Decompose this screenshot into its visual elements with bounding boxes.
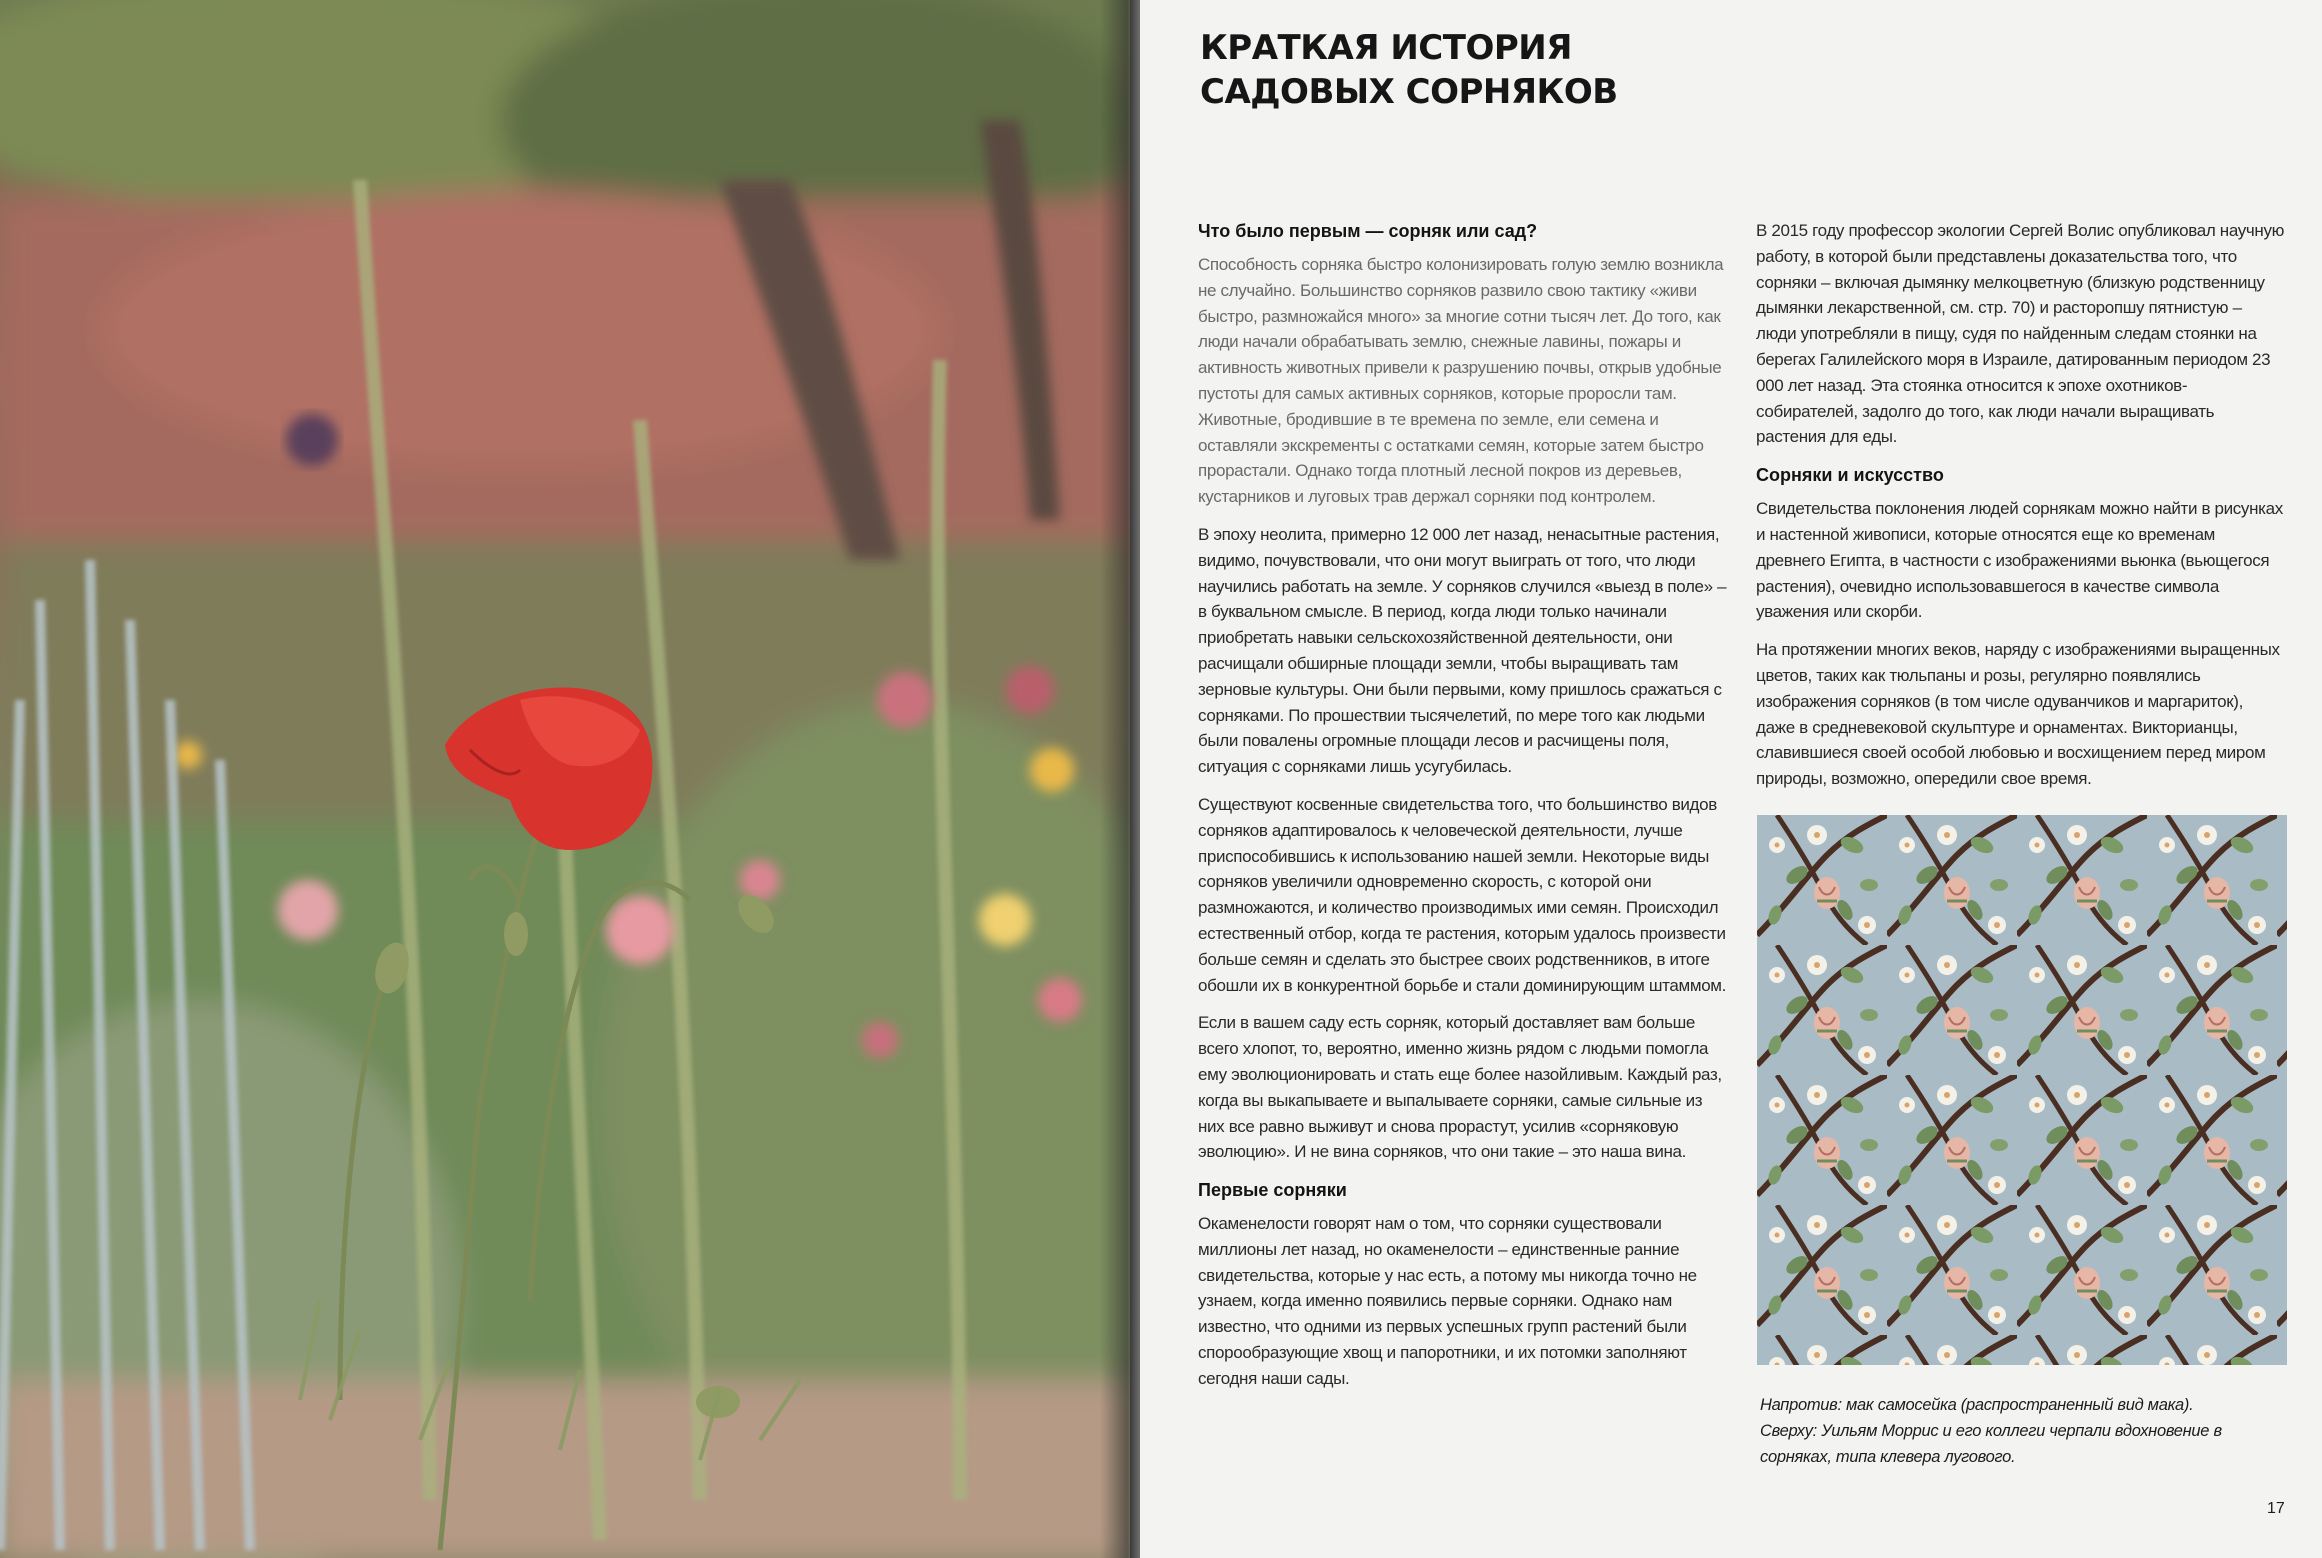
paragraph: В эпоху неолита, примерно 12 000 лет назад, ненасытные растения, видимо, почувствовали, что они могут выиграть от того, что люди научились работать на земле. У сорняков случился «выезд в поле» – в буквальном смысле. В период, когда люди только начинали приобретать навыки сельскохозяйственной деятельности, они расчищали обширные площади земли, чтобы выращивать там зерновые культуры. Они были первыми, кому пришлось сражаться с сорняками. По прошествии тысячелетий, по мере того как людьми были повалены огромные площади лесов и расчищены поля, ситуация с сорняками лишь усугубилась. [1198,524,1727,777]
right-column [1756,218,2286,804]
paragraph: На протяжении многих веков, наряду с изображениями выращенных цветов, таких как тюльпаны и розы, регулярно появлялись изображения сорняков (в том числе одуванчиков и маргариток), даже в средневековой скульптуре и орнаментах. Викторианцы, славившиеся своей особой любовью и восхищением перед миром природы, возможно, опередили свое время. [1756,640,2280,789]
section-heading-first: Что было первым — сорняк или сад? [1198,221,1538,241]
caption-line: сорняках, типа клевера лугового. [1760,1448,2016,1466]
paragraph: Свидетельства поклонения людей сорнякам можно найти в рисунках и настенной живописи, которые относятся еще ко временам древнего Египта, в частности с изображениями вьюнка (вьющегося растения), очевидно использовавшегося в качестве символа уважения или скорби. [1756,499,2283,622]
section-heading-weeds-and-art: Сорняки и искусство [1756,465,1944,486]
poppy-photo [0,0,1130,1558]
paragraph: Если в вашем саду есть сорняк, который доставляет вам больше всего хлопот, то, вероятно, именно жизнь рядом с людьми помогла ему эволюционировать и стать еще более назойливым. Каждый раз, когда вы выкапываете и выпалываете сорняки, самые сильные из них все равно выживут и снова прорастут, усилив «сорняковую эволюцию». И не вина сорняков, что они такие – это наша вина. [1198,1013,1722,1162]
left-column [1198,218,1728,1404]
text-page [1140,0,2322,1558]
paragraph: Существуют косвенные свидетельства того, что большинство видов сорняков адаптировалось к человеческой деятельности, лучше приспособившись к использованию нашей земли. Некоторые виды сорняков увеличили одновременно скорость, с которой они размножаются, и количество производимых ими семян. Происходил естественный отбор, когда те растения, которым удалось произвести больше семян и сделать это быстрее своих родственников, в итоге обошли их в конкурентной борьбе и стали доминирующим штаммом. [1198,794,1727,995]
caption-line: Сверху: Уильям Моррис и его коллеги черпали вдохновение в [1760,1422,2222,1440]
garden-photo-illustration [0,0,1130,1558]
caption-line: Напротив: мак самосейка (распространенный вид мака). [1760,1396,2194,1414]
image-caption [1760,1392,2290,1470]
paragraph: Окаменелости говорят нам о том, что сорняки существовали миллионы лет назад, но окаменелости – единственные ранние свидетельства, которые у нас есть, а потому мы никогда точно не узнаем, когда именно появились первые сорняки. Однако нам известно, что одними из первых успешных групп растений были спорообразующие хвощ и папоротники, и их потомки заполняют сегодня наши сады. [1198,1214,1697,1388]
page-number: 17 [2267,1500,2285,1517]
morris-pattern-image [1757,815,2287,1365]
paragraph: Способность сорняка быстро колонизировать голую землю возникла не случайно. Большинство сорняков развило свою тактику «живи быстро, размножайся много» за многие сотни тысяч лет. До того, как люди начали обрабатывать землю, снежные лавины, пожары и активность животных привели к разрушению почвы, открыв удобные пустоты для самых активных сорняков, которые проросли там. Животные, бродившие в те времена по земле, ели семена и оставляли экскременты с остатками семян, которые затем быстро прорастали. Однако тогда плотный лесной покров из деревьев, кустарников и луговых трав держал сорняки под контролем. [1198,255,1724,507]
paragraph: В 2015 году профессор экологии Сергей Волис опубликовал научную работу, в которой были представлены доказательства того, что сорняки – включая дымянку мелкоцветную (близкую родственницу дымянки лекарственной, см. стр. 70) и расторопшу пятнистую – люди употребляли в пищу, судя по найденным следам стоянки на берегах Галилейского моря в Израиле, датированным периодом 23 000 лет назад. Эта стоянка относится к эпохе охотников-собирателей, задолго до того, как люди начали выращивать растения для еды. [1756,221,2285,447]
page-title: КРАТКАЯ ИСТОРИЯ САДОВЫХ СОРНЯКОВ [1200,28,1618,112]
section-heading-first-weeds: Первые сорняки [1198,1180,1347,1201]
